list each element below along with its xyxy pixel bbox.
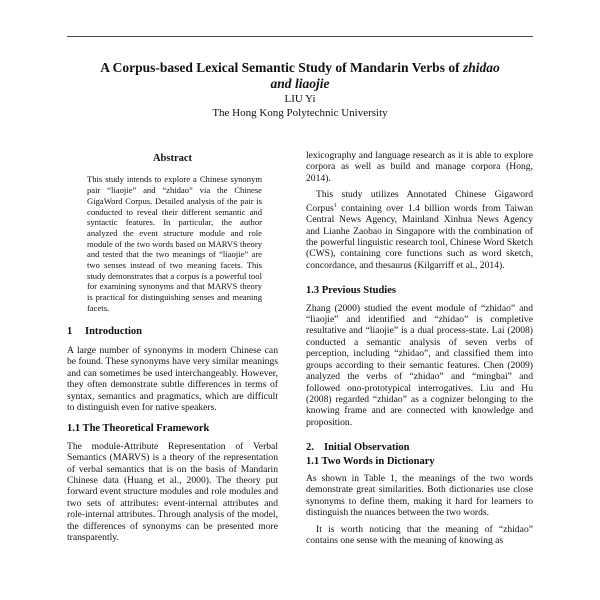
subsection-heading-two-words-dictionary: 1.1 Two Words in Dictionary (306, 455, 435, 467)
dictionary-paragraph: As shown in Table 1, the meanings of the two words demonstrate great similarities. Both dictionaries use close synonyms to define them, making it hard for learners to distinguish the nuances between the two words. (306, 472, 533, 519)
introduction-paragraph: A large number of synonyms in modern Chinese can be found. These synonyms have very similar meanings and can sometimes be used interchangeably. However, they often demonstrate subtle differences in terms of syntax, semantics and pragmatics, which are difficult to distinguish even for native speakers. (67, 344, 278, 413)
author-name: LIU Yi (284, 93, 316, 105)
paper-header (60, 60, 540, 120)
right-column (306, 150, 533, 546)
footnote-marker: 1 (333, 202, 337, 209)
abstract-body: This study intends to explore a Chinese synonym pair “liaojie” and “zhidao” via the Chinese GigaWord Corpus. Detailed analysis of the pair is conducted to reveal their different semantic and syntactic features. In particular, the author analyzed the event structure module and role module of the two words based on MARVS theory and tested that the two meanings of “liaojie” are two senses instead of two meaning facets. This study demonstrates that a corpus is a powerful tool for examining synonyms and that MARVS theory is practical for distinguishing senses and meaning facets. (87, 174, 262, 313)
left-column (67, 145, 278, 543)
section-heading-introduction: 1 Introduction (67, 325, 142, 337)
author-affiliation: The Hong Kong Polytechnic University (212, 107, 388, 119)
top-rule (67, 36, 533, 37)
previous-studies-paragraph: Zhang (2000) studied the event module of “zhidao” and “liaojie” and identified and “zhidao” is completive resultative and “liaojie” is a dual process-state. Lai (2008) conducted a semantic analysis of seven verbs of perception, including “zhidao”, and classified them into groups according to their semantic features. Chen (2009) analyzed the verbs of “zhidao” and “mingbai” and followed ono-prototypical interrogatives. Liu and Hu (2008) regarded “zhidao” as a cognizer belonging to the knowing frame and are connected with knowledge and proposition. (306, 302, 533, 428)
section-heading-initial-observation: 2. Initial Observation (306, 442, 410, 454)
paper-title: A Corpus-based Lexical Semantic Study of Mandarin Verbs of zhidao and liaojie (100, 60, 500, 91)
subsection-heading-theoretical-framework: 1.1 The Theoretical Framework (67, 423, 210, 435)
theoretical-framework-paragraph: The module-Attribute Representation of Verbal Semantics (MARVS) is a theory of the representation of verbal semantics that is on the basis of Mandarin Chinese data (Huang et al., 2000). The theory put forward event structure modules and role modules and two sets of attributes: event-internal attributes and role-internal attributes. Through analysis of the model, the differences of synonyms can be presented more transparently. (67, 440, 278, 544)
subsection-heading-previous-studies: 1.3 Previous Studies (306, 285, 396, 297)
gigaword-paragraph: This study utilizes Annotated Chinese Gigaword Corpus$^1$ containing over 1.4 billion words from Taiwan Central News Agency, Mainland Xinhua News Agency and Lianhe Zaobao in Singapore with the combination of the powerful linguistic research tool, Chinese Word Sketch (CWS), containing core functions such as word sketch, concordance, and thesaurus (Kilgarriff et al., 2014). (306, 189, 533, 271)
zhidao-meaning-paragraph: It is worth noticing that the meaning of “zhidao” contains one sense with the meaning of knowing as (306, 523, 533, 546)
corpus-paragraph-continued: lexicography and language research as it is able to explore corpora as well as build and manage corpora (Hong, 2014). (306, 150, 533, 184)
abstract-heading: Abstract (152, 153, 193, 164)
